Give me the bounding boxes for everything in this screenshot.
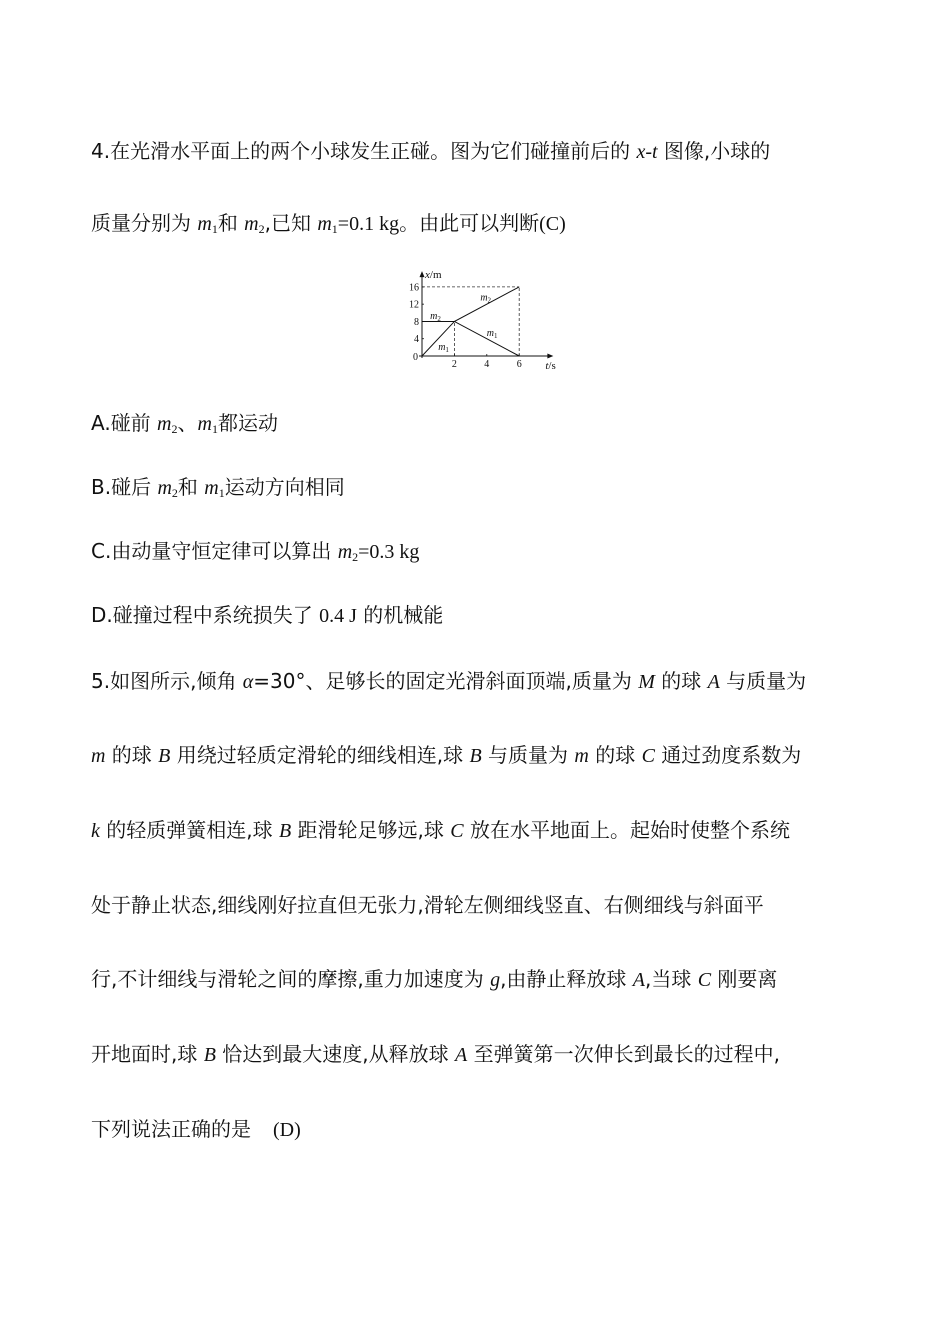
y-axis-label bbox=[424, 269, 442, 281]
series-label-m2-base: m bbox=[480, 292, 488, 304]
series-label-m1 bbox=[438, 342, 449, 354]
series-label-m2-before-base: m bbox=[430, 310, 438, 322]
q5-text: =30°、足够长的固定光滑斜面顶端,质量为 bbox=[253, 669, 639, 693]
q4-sub: 2 bbox=[258, 222, 265, 236]
option-text: 和 bbox=[177, 475, 205, 499]
q5-line-4 bbox=[91, 891, 764, 919]
q5-var-C: C bbox=[450, 820, 464, 842]
y-tick-label: 8 bbox=[414, 316, 419, 328]
q5-text: 距滑轮足够远,球 bbox=[291, 818, 451, 842]
q4-var-xt: x-t bbox=[636, 141, 658, 163]
x-tick-label: 2 bbox=[451, 359, 457, 370]
x-axis-arrow bbox=[547, 354, 553, 359]
q5-line-6 bbox=[91, 1040, 780, 1069]
q4-var-m: m bbox=[197, 413, 212, 435]
q5-text: ,当球 bbox=[645, 967, 698, 991]
origin-label: 0 bbox=[413, 352, 418, 363]
q4-sub: 1 bbox=[211, 422, 218, 436]
y-axis-var: x bbox=[425, 269, 430, 282]
q5-var-C: C bbox=[641, 745, 655, 767]
option-text: D.碰撞过程中系统损失了 bbox=[91, 603, 320, 627]
y-axis-unit: /m bbox=[429, 269, 442, 282]
q5-text: 通过劲度系数为 bbox=[654, 743, 802, 767]
q5-text: 的球 bbox=[588, 743, 642, 767]
y-axis-arrow bbox=[420, 271, 425, 277]
q5-text: 行,不计细线与滑轮之间的摩擦,重力加速度为 bbox=[91, 967, 491, 991]
q4-var-m: m bbox=[337, 541, 353, 563]
x-axis-label bbox=[545, 360, 555, 372]
q5-var-alpha: α bbox=[242, 671, 254, 693]
q4-var-m: m bbox=[157, 477, 172, 499]
q5-var-A: A bbox=[455, 1044, 468, 1066]
q4-sub: 2 bbox=[171, 486, 178, 500]
q5-text: 刚要离 bbox=[711, 967, 778, 991]
q5-line-2 bbox=[91, 741, 801, 770]
option-value: =0.3 kg bbox=[358, 541, 420, 563]
q4-value: =0.1 kg bbox=[337, 213, 400, 235]
q5-var-k: k bbox=[91, 820, 100, 842]
option-text: 的机械能 bbox=[356, 603, 444, 627]
q4-var-m: m bbox=[157, 413, 172, 435]
q5-text: 的轻质弹簧相连,球 bbox=[99, 818, 279, 842]
q4-sub: 2 bbox=[352, 550, 359, 564]
q4-option-c bbox=[91, 537, 419, 566]
q4-text: 和 bbox=[217, 211, 245, 235]
q5-text: 5.如图所示,倾角 bbox=[91, 669, 243, 693]
option-text: B.碰后 bbox=[91, 475, 158, 499]
q5-line-5 bbox=[91, 965, 777, 994]
q4-var-m: m bbox=[197, 213, 212, 235]
q5-line-3 bbox=[91, 816, 790, 845]
q4-text: 图像,小球的 bbox=[657, 139, 771, 163]
option-text: 运动方向相同 bbox=[224, 475, 345, 499]
x-t-graph bbox=[405, 258, 557, 374]
q4-option-d bbox=[91, 601, 443, 630]
q5-var-B: B bbox=[278, 820, 292, 842]
q4-text: 质量分别为 bbox=[91, 211, 198, 235]
series-label-m1-base: m bbox=[438, 341, 446, 353]
q4-answer: (C) bbox=[539, 213, 566, 235]
q5-text: 的球 bbox=[105, 743, 159, 767]
option-value: 0.4 J bbox=[319, 605, 357, 627]
x-axis-unit: /s bbox=[548, 360, 556, 372]
q5-var-B: B bbox=[203, 1044, 216, 1066]
q5-text: ,由静止释放球 bbox=[500, 967, 633, 991]
option-text: 、 bbox=[177, 411, 198, 435]
q4-line-2 bbox=[91, 209, 566, 238]
q4-sub: 1 bbox=[331, 222, 338, 236]
ticks bbox=[409, 282, 522, 370]
q4-sub: 1 bbox=[218, 486, 225, 500]
q4-sub: 1 bbox=[211, 222, 218, 236]
series-label-m2-before-sub: 2 bbox=[437, 314, 441, 323]
series-label-m1-after bbox=[487, 328, 498, 340]
series-labels bbox=[430, 293, 498, 354]
q5-var-B: B bbox=[158, 745, 171, 767]
q5-var-B: B bbox=[469, 745, 482, 767]
series-label-m2-before bbox=[430, 311, 441, 323]
q5-text: 至弹簧第一次伸长到最长的过程中, bbox=[467, 1042, 780, 1066]
q4-option-b bbox=[91, 473, 345, 502]
q4-text: ,已知 bbox=[264, 211, 318, 235]
option-text: C.由动量守恒定律可以算出 bbox=[91, 539, 338, 563]
series-label-m1-after-sub: 1 bbox=[494, 332, 498, 341]
x-tick-label: 4 bbox=[484, 359, 490, 370]
q4-text: 。由此可以判断 bbox=[399, 211, 540, 235]
option-text: A.碰前 bbox=[91, 411, 158, 435]
series-label-m1-after-base: m bbox=[486, 328, 495, 340]
series-label-m2-sub: 2 bbox=[487, 296, 492, 305]
q4-option-a bbox=[91, 409, 278, 438]
q5-text: 与质量为 bbox=[481, 743, 575, 767]
q5-text: 处于静止状态,细线刚好拉直但无张力,滑轮左侧细线竖直、右侧细线与斜面平 bbox=[91, 893, 764, 917]
series-line-m1 bbox=[422, 321, 519, 356]
x-axis-var: t bbox=[545, 360, 549, 372]
q5-text: 开地面时,球 bbox=[91, 1042, 204, 1066]
series-label-m2 bbox=[480, 293, 491, 305]
q5-text: 恰达到最大速度,从释放球 bbox=[215, 1042, 456, 1066]
q5-answer: (D) bbox=[273, 1119, 301, 1141]
q4-text: 4.在光滑水平面上的两个小球发生正碰。图为它们碰撞前后的 bbox=[91, 139, 637, 163]
y-tick-label: 4 bbox=[414, 334, 419, 346]
q5-var-m: m bbox=[91, 745, 106, 767]
q4-var-m: m bbox=[317, 213, 332, 235]
q5-var-g: g bbox=[490, 969, 501, 991]
q5-var-C: C bbox=[697, 969, 712, 991]
q5-line-7 bbox=[91, 1115, 301, 1144]
y-tick-label: 16 bbox=[409, 282, 419, 294]
q5-var-m: m bbox=[574, 745, 589, 767]
q4-var-m: m bbox=[244, 213, 259, 235]
q5-text: 与质量为 bbox=[719, 669, 807, 693]
q5-text: 下列说法正确的是 bbox=[91, 1117, 251, 1141]
q5-text: 的球 bbox=[654, 669, 708, 693]
q5-text: 放在水平地面上。起始时使整个系统 bbox=[463, 818, 790, 842]
q5-text: 用绕过轻质定滑轮的细线相连,球 bbox=[170, 743, 470, 767]
q4-line-1 bbox=[91, 137, 770, 166]
x-tick-label: 6 bbox=[516, 359, 522, 370]
series-label-m1-sub: 1 bbox=[445, 345, 449, 354]
q4-sub: 2 bbox=[171, 422, 178, 436]
q5-var-A: A bbox=[707, 671, 720, 693]
q5-var-M: M bbox=[638, 671, 655, 693]
option-text: 都运动 bbox=[217, 411, 278, 435]
y-tick-label: 12 bbox=[409, 299, 419, 311]
q4-var-m: m bbox=[204, 477, 219, 499]
q5-var-A: A bbox=[632, 969, 646, 991]
q5-line-1 bbox=[91, 667, 806, 696]
